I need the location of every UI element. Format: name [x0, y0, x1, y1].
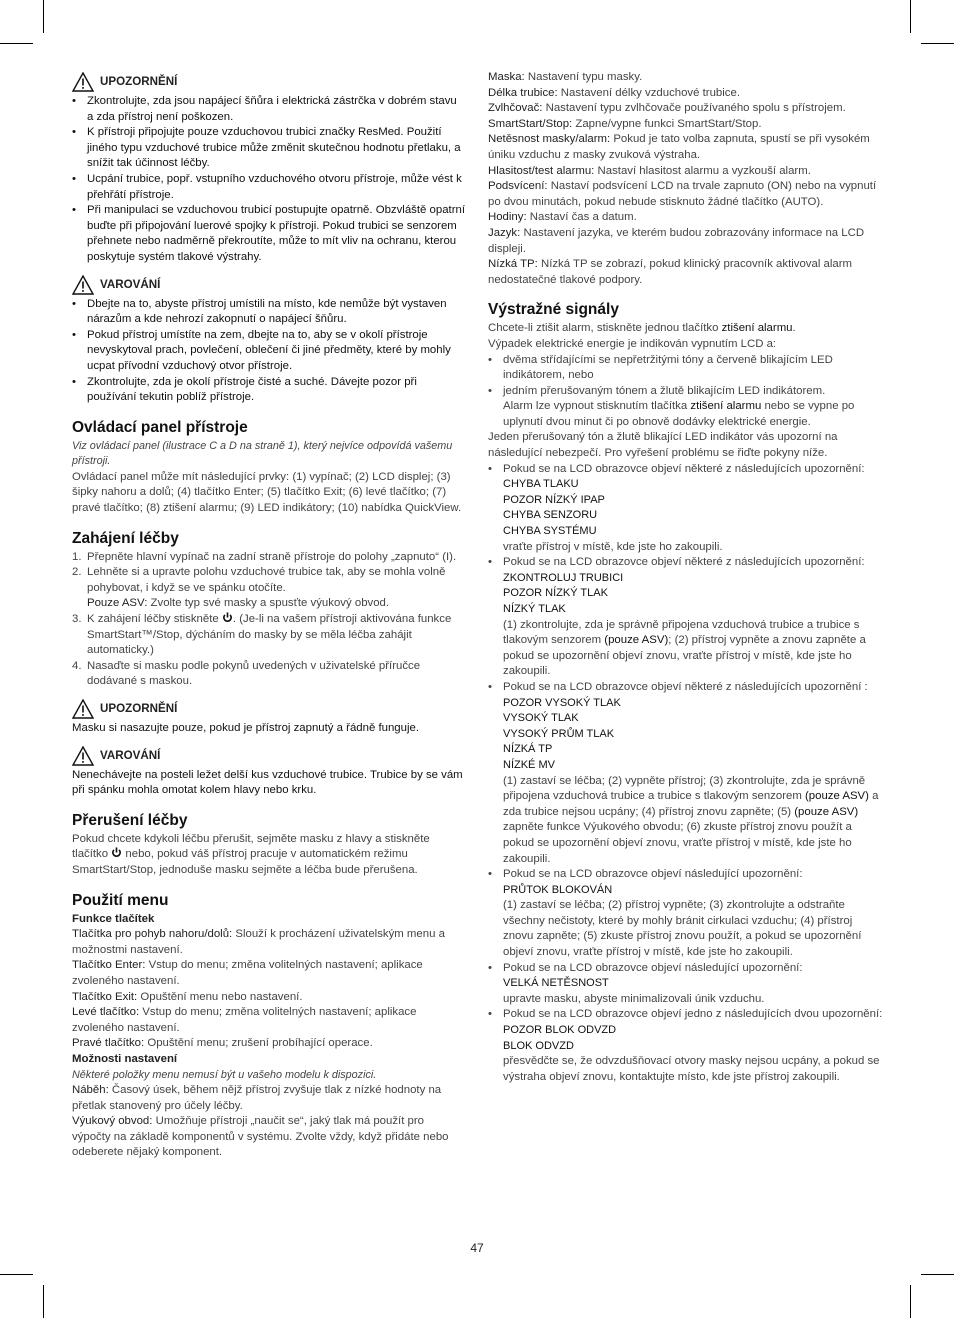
- control-panel-note: Viz ovládací panel (ilustrace C a D na straně 1), který nejvíce odpovídá vašemu přístroji.: [72, 439, 453, 468]
- option-desc: Maska: Nastavení typu masky.: [488, 71, 643, 83]
- warning-title: VAROVÁNÍ: [100, 748, 161, 762]
- alarm-action: (1) zastaví se léčba; (2) přístroj vypněte; (3) zkontrolujte a odstraňte všechny nečistoty, které by mohly bránit cirkulaci vzduchu; (4) přístroj znovu zapněte; (5) zkuste přístroj znovu použít, a pokud se upozornění objeví znovu, vraťte přístroj v místě, kde jste ho zakoupili.: [503, 899, 862, 959]
- alarm-message: POZOR VYSOKÝ TLAK: [503, 696, 621, 709]
- list-item: 3. K zahájení léčby stiskněte . (Je-li na vašem přístroji aktivována funkce SmartStart™/Stop, dýcháním do masky by se měla léčba zahájit automaticky.): [72, 613, 452, 657]
- warning-list: [72, 297, 465, 406]
- crop-mark: [910, 1285, 911, 1318]
- list-item: • K přístroji připojujte pouze vzduchovou trubici značky ResMed. Použití jiného typu vzduchové trubice může změnit skutečnou hodnotu přetlaku, a snížit tak účinnost léčby.: [72, 125, 465, 172]
- list-item: • Dbejte na to, abyste přístroj umístili na místo, kde nemůže být vystaven nárazům a kde nehrozí zakopnutí o napájecí šňůru.: [72, 297, 465, 328]
- caution-text: Masku si nasazujte pouze, pokud je přístroj zapnutý a řádně funguje.: [72, 722, 419, 734]
- alarm-message: CHYBA SENZORU: [503, 509, 598, 522]
- crop-mark: [921, 1274, 954, 1275]
- option-desc: Náběh: Časový úsek, během nějž přístroj zvyšuje tlak z nízké hodnoty na přetlak stanovený pro účely léčby.: [72, 1084, 442, 1112]
- button-desc: Pravé tlačítko: Opuštění menu; zrušení probíhající operace.: [72, 1037, 373, 1050]
- list-item: • dvěma střídajícími se nepřetržitými tóny a červeně blikajícím LED indikátorem, nebo: [488, 353, 884, 384]
- option-desc: Netěsnost masky/alarm: Pokud je tato volba zapnuta, spustí se při vysokém úniku vzduchu z masky zvuková výstraha.: [488, 133, 870, 161]
- alarm-message: POZOR BLOK ODVZD: [503, 1024, 617, 1037]
- power-loss-list: [488, 353, 884, 431]
- power-button-icon: [222, 612, 233, 623]
- caution-title: UPOZORNĚNÍ: [100, 702, 178, 716]
- option-desc: Hodiny: Nastaví čas a datum.: [488, 211, 637, 224]
- option-desc: Nízká TP: Nízká TP se zobrazí, pokud klinický pracovník aktivoval alarm nedostatečné tlakové podpory.: [488, 258, 853, 286]
- alarm-message: VYSOKÝ PRŮM TLAK: [503, 727, 615, 740]
- crop-mark: [910, 0, 911, 33]
- section-heading-start: Zahájení léčby: [72, 529, 179, 547]
- alarm-message: PRŮTOK BLOKOVÁN: [503, 883, 613, 896]
- alarm-action: (1) zkontrolujte, zda je správně připojena vzduchová trubice a trubice s tlakovým senzorem (pouze ASV); (2) přístroj vypněte a znovu zapněte a pokud se upozornění objeví znovu, vraťte přístroj v místě, kde jste ho zakoupili.: [503, 618, 866, 678]
- option-desc: Hlasitost/test alarmu: Nastaví hlasitost alarmu a vyzkouší alarm.: [488, 164, 811, 177]
- intermittent-text: Jeden přerušovaný tón a žlutě blikající LED indikátor vás upozorní na následující nebezpečí. Pro vyřešení problému se řiďte pokyny níže.: [488, 431, 838, 460]
- alarm-group: • Pokud se na LCD obrazovce objeví následující upozornění: PRŮTOK BLOKOVÁN (1) zastaví se léčba; (2) přístroj vypněte; (3) zkontrolujte a odstraňte všechny nečistoty, které by mohly bránit cirkulaci vzduchu; (4) přístroj znovu zapněte; (5) zkuste přístroj znovu použít, a pokud se upozornění objeví znovu, vraťte přístroj v místě, kde jste ho zakoupili.: [488, 867, 884, 961]
- button-desc: Tlačítko Enter: Vstup do menu; změna volitelných nastavení; aplikace zvoleného nastavení.: [72, 959, 423, 987]
- alarm-message: NÍZKÝ TLAK: [503, 603, 566, 615]
- caution-list: [72, 94, 465, 266]
- options-note: Některé položky menu nemusí být u vašeho modelu k dispozici.: [72, 1068, 377, 1081]
- alarm-message: BLOK ODVZD: [503, 1039, 574, 1052]
- list-item: • Při manipulaci se vzduchovou trubicí postupujte opatrně. Obzvláště opatrní buďte při připojování luerové spojky k přístroji. Pokud trubici se senzorem přehnete nebo nadměrně překroutíte, může to mít vliv na ochranu, kterou poskytuje systém tlakové výstrahy.: [72, 203, 465, 265]
- warning-heading: [72, 746, 465, 766]
- crop-mark: [43, 1285, 44, 1318]
- caution-heading: [72, 699, 465, 719]
- right-column: [488, 70, 884, 1085]
- list-item: 1. Přepněte hlavní vypínač na zadní straně přístroje do polohy „zapnuto“ (I).: [72, 550, 457, 563]
- alarm-action: (1) zastaví se léčba; (2) vypněte přístroj; (3) zkontrolujte, zda je správně připojena vzduchová trubice a trubice s tlakovým senzorem (pouze ASV) a zda trubice nejsou ucpány; (4) přístroj znovu zapněte; (5) (pouze ASV) zapněte funkce Výukového obvodu; (6) zkuste přístroj znovu použít a pokud se upozornění objeví znovu, vraťte přístroj v místě, kde jste ho zakoupili.: [503, 774, 879, 865]
- warning-title: VAROVÁNÍ: [100, 277, 161, 291]
- option-desc: Zvlhčovač: Nastavení typu zvlhčovače používaného spolu s přístrojem.: [488, 102, 846, 115]
- alarm-action: vraťte přístroj v místě, kde jste ho zakoupili.: [503, 540, 723, 553]
- alarms-intro: Chcete-li ztišit alarm, stiskněte jednou tlačítko ztišení alarmu.: [488, 322, 796, 335]
- list-item: • jedním přerušovaným tónem a žlutě blikajícím LED indikátorem. Alarm lze vypnout stisknutím tlačítka ztišení alarmu nebo se vypne po uplynutí dvou minut či po obnově dodávky elektrické energie.: [488, 384, 884, 431]
- alarm-group: • Pokud se na LCD obrazovce objeví některé z následujících upozornění: ZKONTROLUJ TRUBICI POZOR NÍZKÝ TLAK NÍZKÝ TLAK (1) zkontrolujte, zda je správně připojena vzduchová trubice a trubice s tlakovým senzorem (pouze ASV); (2) přístroj vypněte a znovu zapněte a pokud se upozornění objeví znovu, vraťte přístroj v místě, kde jste ho zakoupili.: [488, 555, 884, 680]
- alarm-message: VYSOKÝ TLAK: [503, 712, 579, 725]
- warning-triangle-icon: [72, 699, 94, 719]
- option-desc: Výukový obvod: Umožňuje přístroji „naučit se“, jaký tlak má použít pro výpočty na základě komponentů v systému. Zvolte vždy, když přidáte nebo odeberete nějaký komponent.: [72, 1115, 449, 1159]
- stop-text: Pokud chcete kdykoli léčbu přerušit, sejměte masku z hlavy a stiskněte tlačítko nebo, pokud váš přístroj pracuje v automatickém režimu SmartStart/Stop, jednoduše masku sejměte a léčba bude přerušena.: [72, 832, 430, 876]
- list-item: • Ucpání trubice, popř. vstupního vzduchového otvoru přístroje, může vést k přehřátí přístroje.: [72, 172, 465, 203]
- warning-triangle-icon: [72, 72, 94, 92]
- option-desc: Jazyk: Nastavení jazyka, ve kterém budou zobrazovány informace na LCD displeji.: [488, 226, 865, 255]
- alarm-message: POZOR NÍZKÝ IPAP: [503, 493, 605, 506]
- alarm-group: • Pokud se na LCD obrazovce objeví jedno z následujících dvou upozornění: POZOR BLOK ODVZD BLOK ODVZD přesvědčte se, že odvzdušňovací otvory masky nejsou ucpány, a pokud se výstraha objeví znovu, kontaktujte místo, kde jste přístroj zakoupili.: [488, 1007, 884, 1085]
- warning-heading: [72, 275, 465, 295]
- section-heading-menu: Použití menu: [72, 891, 169, 909]
- alarm-action: přesvědčte se, že odvzdušňovací otvory masky nejsou ucpány, a pokud se výstraha objeví znovu, kontaktujte místo, kde jste přístroj zakoupili.: [503, 1055, 880, 1083]
- start-steps: [72, 550, 465, 690]
- alarm-message: CHYBA SYSTÉMU: [503, 525, 597, 538]
- option-desc: SmartStart/Stop: Zapne/vypne funkci SmartStart/Stop.: [488, 117, 762, 130]
- alarm-group: • Pokud se na LCD obrazovce objeví následující upozornění: VELKÁ NETĚSNOST upravte masku, abyste minimalizovali únik vzduchu.: [488, 961, 884, 1008]
- crop-mark: [43, 0, 44, 33]
- alarm-message: CHYBA TLAKU: [503, 478, 579, 491]
- section-heading-control-panel: Ovládací panel přístroje: [72, 418, 248, 436]
- option-desc: Délka trubice: Nastavení délky vzduchové trubice.: [488, 86, 740, 99]
- warning-triangle-icon: [72, 746, 94, 766]
- alarm-groups: [488, 462, 884, 1086]
- page-number: 47: [470, 1241, 484, 1255]
- power-button-icon: [111, 847, 122, 858]
- alarm-message: ZKONTROLUJ TRUBICI: [503, 571, 624, 584]
- button-desc: Tlačítko Exit: Opuštění menu nebo nastavení.: [72, 990, 303, 1003]
- alarm-message: VELKÁ NETĚSNOST: [503, 977, 609, 990]
- alarm-message: POZOR NÍZKÝ TLAK: [503, 587, 608, 600]
- section-heading-alarms: Výstražné signály: [488, 301, 619, 319]
- alarm-message: NÍZKÁ TP: [503, 743, 553, 756]
- options-subheading: Možnosti nastavení: [72, 1052, 178, 1065]
- alarm-group: • Pokud se na LCD obrazovce objeví některé z následujících upozornění : POZOR VYSOKÝ TLAK VYSOKÝ TLAK VYSOKÝ PRŮM TLAK NÍZKÁ TP NÍZKÉ MV (1) zastaví se léčba; (2) vypněte přístroj; (3) zkontrolujte, zda je správně připojena vzduchová trubice a trubice s tlakovým senzorem (pouze ASV) a zda trubice nejsou ucpány; (4) přístroj znovu zapněte; (5) (pouze ASV) zapněte funkce Výukového obvodu; (6) zkuste přístroj znovu použít a pokud se upozornění objeví znovu, vraťte přístroj v místě, kde jste ho zakoupili.: [488, 680, 884, 867]
- buttons-subheading: Funkce tlačítek: [72, 912, 155, 925]
- list-item: • Zkontrolujte, zda je okolí přístroje čisté a suché. Dávejte pozor při používání tekutin poblíž přístroje.: [72, 375, 465, 406]
- power-loss-text: Výpadek elektrické energie je indikován vypnutím LCD a:: [488, 337, 777, 350]
- button-desc: Tlačítka pro pohyb nahoru/dolů: Slouží k procházení uživatelským menu a možnostmi nastavení.: [72, 928, 445, 956]
- alarm-message: NÍZKÉ MV: [503, 758, 555, 771]
- warning-triangle-icon: [72, 275, 94, 295]
- list-item: • Pokud přístroj umístíte na zem, dbejte na to, aby se v okolí přístroje nevyskytoval prach, povlečení, oblečení či jiné předměty, které by mohly ucpat přívodní vzduchový otvor přístroje.: [72, 328, 465, 375]
- crop-mark: [921, 43, 954, 44]
- alarm-action: upravte masku, abyste minimalizovali únik vzduchu.: [503, 992, 765, 1005]
- button-desc: Levé tlačítko: Vstup do menu; změna volitelných nastavení; aplikace zvoleného nastavení.: [72, 1006, 417, 1034]
- list-item: • Zkontrolujte, zda jsou napájecí šňůra i elektrická zástrčka v dobrém stavu a zda přístroj není poškozen.: [72, 94, 465, 125]
- left-column: [72, 72, 465, 1161]
- section-heading-stop: Přerušení léčby: [72, 811, 188, 829]
- caution-heading: [72, 72, 465, 92]
- crop-mark: [0, 1274, 33, 1275]
- option-desc: Podsvícení: Nastaví podsvícení LCD na trvale zapnuto (ON) nebo na vypnutí po dvou minutách, pokud nebude stisknuto žádné tlačítko (AUTO).: [488, 180, 877, 208]
- caution-title: UPOZORNĚNÍ: [100, 75, 178, 89]
- alarm-group: • Pokud se na LCD obrazovce objeví některé z následujících upozornění: CHYBA TLAKU POZOR NÍZKÝ IPAP CHYBA SENZORU CHYBA SYSTÉMU vraťte přístroj v místě, kde jste ho zakoupili.: [488, 462, 884, 556]
- list-item: 2. Lehněte si a upravte polohu vzduchové trubice tak, aby se mohla volně pohybovat, i když se ve spánku otočíte. Pouze ASV: Zvolte typ své masky a spusťte výukový obvod.: [72, 566, 446, 610]
- list-item: 4. Nasaďte si masku podle pokynů uvedených v uživatelské příručce dodávané s maskou.: [72, 659, 421, 688]
- control-panel-text: Ovládací panel může mít následující prvky: (1) vypínač; (2) LCD displej; (3) šipky nahoru a dolů; (4) tlačítko Enter; (5) tlačítko Exit; (6) levé tlačítko; (7) pravé tlačítko; (8) ztišení alarmu; (9) LED indikátory; (10) nabídka QuickView.: [72, 470, 462, 515]
- warning-text: Nenechávejte na posteli ležet delší kus vzduchové trubice. Trubice by se vám při spánku mohla omotat kolem hlavy nebo krku.: [72, 768, 463, 797]
- crop-mark: [0, 43, 33, 44]
